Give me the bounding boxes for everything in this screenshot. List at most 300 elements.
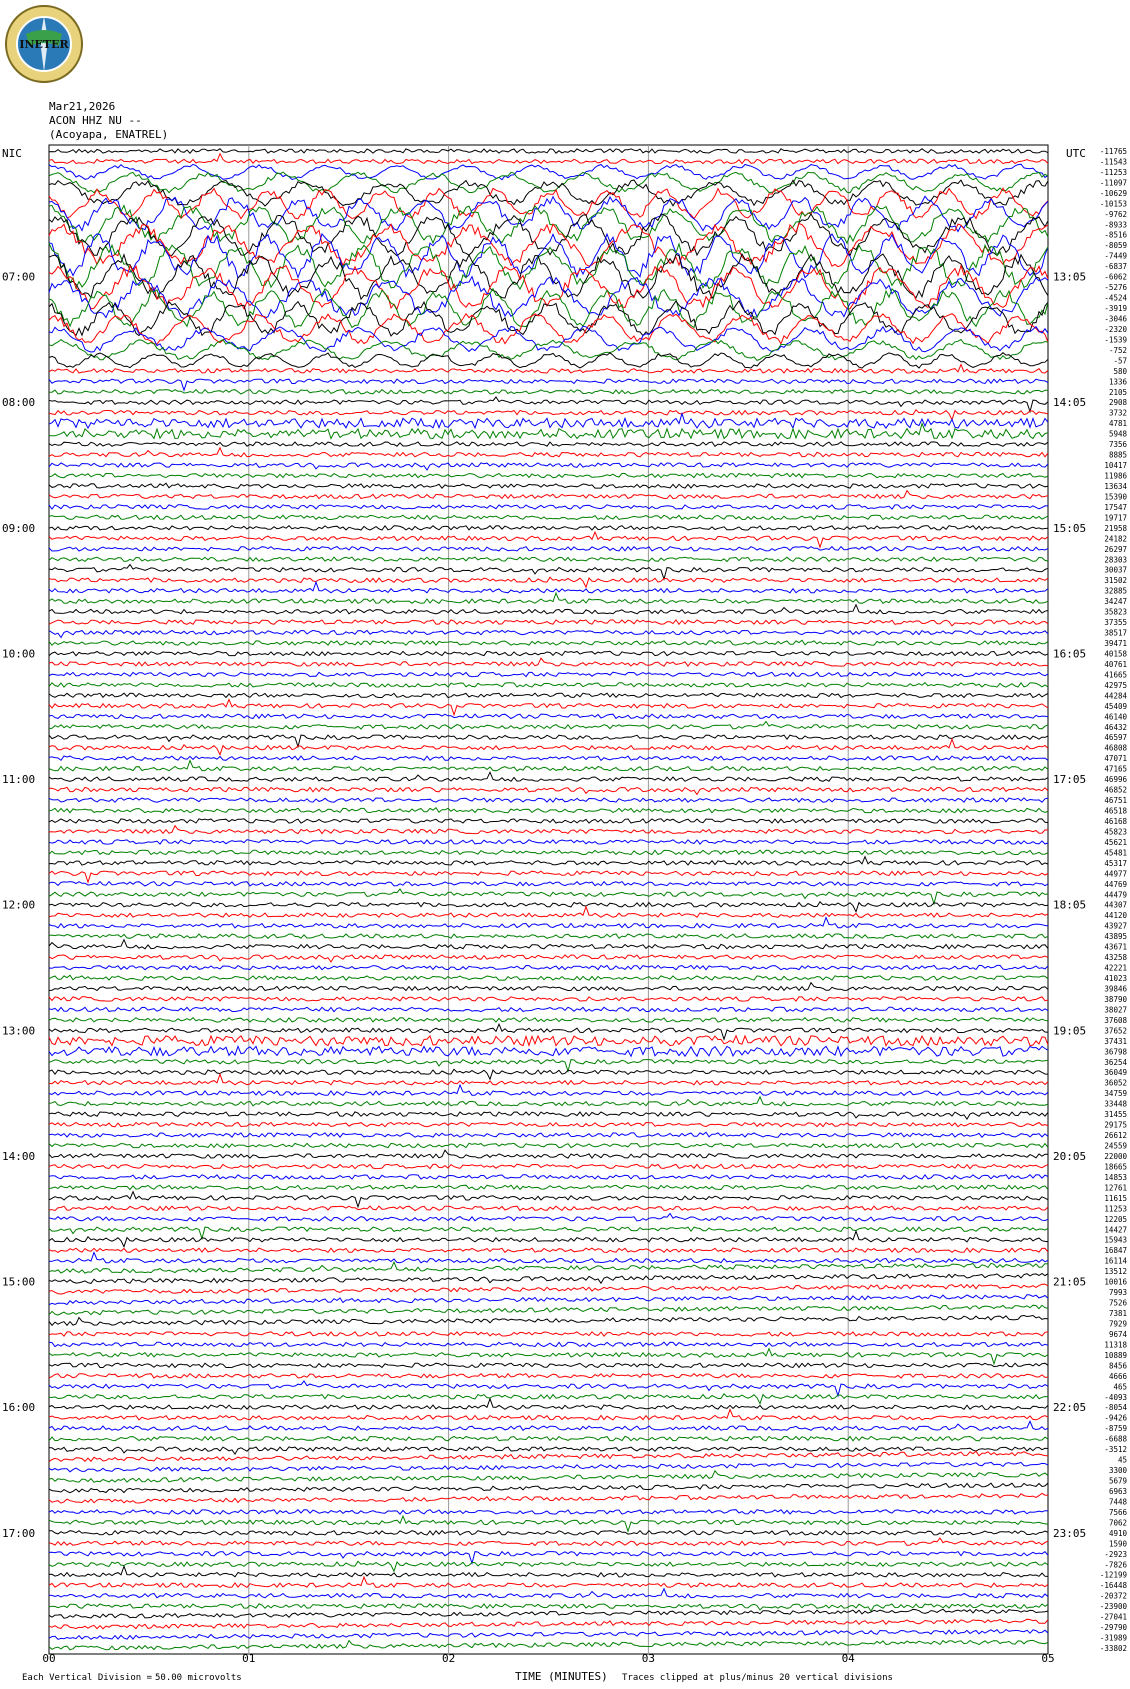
trace-offset-label: 44769	[1104, 879, 1127, 889]
trace-offset-label: 11253	[1104, 1204, 1127, 1214]
trace-offset-label: 46518	[1104, 806, 1127, 816]
trace-offset-label: -3512	[1104, 1445, 1127, 1455]
trace-offset-label: -10629	[1099, 188, 1127, 198]
seismic-trace	[49, 983, 1048, 991]
right-hour-label: 17:05	[1053, 773, 1087, 787]
trace-offset-label: 44120	[1104, 911, 1127, 921]
seismic-trace	[49, 1036, 1048, 1046]
seismic-trace	[49, 557, 1048, 561]
trace-offset-label: 11318	[1104, 1340, 1127, 1350]
trace-offset-label: 31502	[1104, 576, 1127, 586]
header-location: (Acoyapa, ENATREL)	[49, 128, 169, 141]
trace-offset-label: -8933	[1104, 220, 1127, 230]
trace-offset-label: -2923	[1104, 1549, 1127, 1559]
trace-offset-label: 15943	[1104, 1235, 1127, 1245]
trace-offset-label: 44977	[1104, 869, 1127, 879]
seismic-trace	[49, 424, 1048, 439]
trace-offset-label: 40158	[1104, 649, 1127, 659]
trace-offset-label: 1336	[1108, 377, 1127, 387]
trace-offset-label: 41665	[1104, 670, 1127, 680]
trace-offset-label: 11615	[1104, 1193, 1127, 1203]
seismic-trace	[49, 1363, 1048, 1367]
seismic-trace	[49, 965, 1048, 969]
trace-offset-label: 7381	[1108, 1309, 1127, 1319]
seismic-trace	[49, 149, 1048, 153]
right-hour-label: 15:05	[1053, 521, 1087, 535]
trace-offset-label: 16114	[1104, 1256, 1127, 1266]
left-hour-label: 15:00	[2, 1275, 36, 1289]
trace-offset-label: -11543	[1099, 157, 1127, 167]
seismic-trace	[49, 658, 1048, 666]
seismic-trace	[49, 577, 1048, 587]
trace-offset-label: 47071	[1104, 754, 1127, 764]
trace-offset-label: 4910	[1108, 1528, 1127, 1538]
trace-offset-label: 10016	[1104, 1277, 1127, 1287]
trace-offset-label: 5948	[1108, 429, 1127, 439]
trace-offset-label: -5276	[1104, 283, 1127, 293]
trace-offset-label: 9674	[1108, 1329, 1127, 1339]
seismic-trace	[49, 1462, 1048, 1472]
seismic-trace	[49, 243, 1048, 289]
seismic-trace	[49, 1122, 1048, 1126]
right-hour-label: 22:05	[1053, 1401, 1087, 1415]
trace-offset-label: 7062	[1108, 1518, 1127, 1528]
seismic-trace	[49, 1589, 1048, 1598]
seismic-trace	[49, 353, 1048, 368]
seismic-trace	[49, 975, 1048, 980]
seismic-trace	[49, 1018, 1048, 1022]
seismic-trace	[49, 188, 1048, 219]
seismic-trace	[49, 390, 1048, 394]
trace-offset-label: 40761	[1104, 659, 1127, 669]
seismic-trace	[49, 1577, 1048, 1587]
seismic-trace	[49, 1483, 1048, 1493]
trace-offset-label: -6062	[1104, 272, 1127, 282]
seismic-trace	[49, 1451, 1048, 1462]
x-tick-label: 05	[1041, 1652, 1055, 1665]
seismic-trace	[49, 340, 1048, 361]
trace-offset-label: 7356	[1108, 440, 1127, 450]
ineter-logo	[4, 4, 84, 84]
trace-offset-label: -2320	[1104, 324, 1127, 334]
seismic-trace	[49, 1150, 1048, 1158]
left-hour-label: 07:00	[2, 270, 36, 284]
seismic-trace	[49, 902, 1048, 912]
seismic-trace	[49, 1421, 1048, 1430]
seismic-trace	[49, 172, 1048, 193]
logo-text: INETER	[19, 38, 69, 51]
seismic-trace	[49, 196, 1048, 231]
trace-offset-label: 4781	[1108, 419, 1127, 429]
seismic-trace	[49, 1410, 1048, 1420]
trace-offset-label: 38517	[1104, 628, 1127, 638]
seismic-trace	[49, 1143, 1048, 1147]
trace-offset-label: -3919	[1104, 304, 1127, 314]
trace-offset-label: -9762	[1104, 209, 1127, 219]
trace-offset-label: 36254	[1104, 1057, 1127, 1067]
seismic-trace	[49, 463, 1048, 470]
trace-offset-label: 3732	[1108, 408, 1127, 418]
trace-offset-label: 32885	[1104, 586, 1127, 596]
trace-offset-label: -8059	[1104, 241, 1127, 251]
trace-offset-label: 46140	[1104, 712, 1127, 722]
trace-offset-label: 43927	[1104, 921, 1127, 931]
seismic-trace	[49, 787, 1048, 794]
seismic-trace	[49, 582, 1048, 593]
trace-offset-label: -4524	[1104, 293, 1127, 303]
seismic-trace	[49, 1007, 1048, 1011]
seismic-trace	[49, 1566, 1048, 1577]
trace-offset-label: 7526	[1108, 1298, 1127, 1308]
trace-offset-label: 11986	[1104, 471, 1127, 481]
right-hour-label: 14:05	[1053, 396, 1087, 410]
trace-offset-label: 24559	[1104, 1141, 1127, 1151]
trace-offset-label: -1539	[1104, 335, 1127, 345]
trace-offset-label: 30037	[1104, 565, 1127, 575]
seismic-trace	[49, 1374, 1048, 1378]
trace-offset-label: 46168	[1104, 816, 1127, 826]
trace-offset-label: -4093	[1104, 1392, 1127, 1402]
trace-offset-label: 39846	[1104, 984, 1127, 994]
seismic-trace	[49, 857, 1048, 865]
left-hour-label: 13:00	[2, 1024, 36, 1038]
seismic-trace	[49, 1436, 1048, 1440]
seismic-trace	[49, 761, 1048, 771]
seismic-trace	[49, 1132, 1048, 1137]
seismic-trace	[49, 1604, 1048, 1611]
seismic-trace	[49, 154, 1048, 164]
trace-offset-label: 14427	[1104, 1225, 1127, 1235]
trace-offset-label: 2105	[1108, 387, 1127, 397]
seismic-trace	[49, 882, 1048, 886]
seismic-trace	[49, 1305, 1048, 1315]
seismic-trace	[49, 798, 1048, 802]
seismic-trace	[49, 1231, 1048, 1247]
seismic-trace	[49, 772, 1048, 781]
seismic-trace	[49, 164, 1048, 180]
trace-offset-label: 16847	[1104, 1246, 1127, 1256]
seismic-trace	[49, 1112, 1048, 1119]
seismic-trace	[49, 808, 1048, 813]
trace-offset-label: 36798	[1104, 1047, 1127, 1057]
seismic-trace	[49, 1399, 1048, 1410]
trace-offset-label: -27041	[1099, 1612, 1127, 1622]
seismic-trace	[49, 1332, 1048, 1336]
trace-offset-label: -33802	[1099, 1644, 1127, 1653]
right-hour-label: 20:05	[1053, 1149, 1087, 1163]
seismic-trace	[49, 1097, 1048, 1106]
trace-offset-label: -10153	[1099, 199, 1127, 209]
seismic-trace	[49, 1274, 1048, 1284]
trace-offset-label: 45317	[1104, 858, 1127, 868]
trace-offset-label: 37652	[1104, 1026, 1127, 1036]
trace-offset-label: 31455	[1104, 1110, 1127, 1120]
trace-offset-label: 34247	[1104, 597, 1127, 607]
trace-offset-label: 26297	[1104, 544, 1127, 554]
seismic-trace	[49, 414, 1048, 429]
seismic-trace	[49, 1262, 1048, 1273]
trace-offset-label: 36052	[1104, 1078, 1127, 1088]
x-tick-label: 01	[242, 1652, 256, 1665]
seismic-trace	[49, 630, 1048, 637]
seismic-trace	[49, 1248, 1048, 1252]
trace-offset-label: -57	[1113, 356, 1127, 366]
left-hour-label: 16:00	[2, 1401, 36, 1415]
seismic-trace	[49, 739, 1048, 755]
seismic-trace	[49, 505, 1048, 509]
trace-offset-label: 38790	[1104, 994, 1127, 1004]
seismic-trace	[49, 397, 1048, 412]
seismic-trace	[49, 1074, 1048, 1085]
trace-offset-label: 42221	[1104, 963, 1127, 973]
trace-offset-label: -20372	[1099, 1591, 1127, 1601]
right-hour-label: 18:05	[1053, 898, 1087, 912]
trace-offset-label: 18665	[1104, 1162, 1127, 1172]
trace-offset-label: -16448	[1099, 1581, 1127, 1591]
trace-offset-label: 45481	[1104, 848, 1127, 858]
seismic-trace	[49, 722, 1048, 730]
trace-offset-label: -31989	[1099, 1633, 1127, 1643]
seismic-trace	[49, 532, 1048, 547]
seismic-trace	[49, 693, 1048, 697]
trace-offset-label: -7449	[1104, 251, 1127, 261]
trace-offset-label: 17547	[1104, 502, 1127, 512]
seismic-trace	[49, 483, 1048, 488]
seismic-trace	[49, 1192, 1048, 1207]
trace-offset-label: 46751	[1104, 796, 1127, 806]
trace-offset-label: 8456	[1108, 1361, 1127, 1371]
seismic-trace	[49, 1493, 1048, 1503]
seismic-trace	[49, 442, 1048, 446]
seismic-trace	[49, 1085, 1048, 1095]
trace-offset-label: 46996	[1104, 775, 1127, 785]
trace-offset-label: 37431	[1104, 1036, 1127, 1046]
seismic-trace	[49, 1214, 1048, 1222]
trace-offset-label: -11097	[1099, 178, 1127, 188]
x-axis-title: TIME (MINUTES)	[515, 1670, 608, 1683]
trace-offset-label: -3046	[1104, 314, 1127, 324]
trace-offset-label: -8054	[1104, 1403, 1127, 1413]
left-hour-label: 08:00	[2, 396, 36, 410]
trace-offset-label: 38027	[1104, 1005, 1127, 1015]
trace-offset-label: 41023	[1104, 974, 1127, 984]
trace-offset-label: 1590	[1108, 1539, 1127, 1549]
seismic-trace	[49, 1046, 1048, 1056]
trace-offset-label: 7993	[1108, 1288, 1127, 1298]
trace-offset-label: 7448	[1108, 1497, 1127, 1507]
trace-offset-label: -6837	[1104, 262, 1127, 272]
trace-offset-label: 46597	[1104, 733, 1127, 743]
trace-offset-label: 6963	[1108, 1486, 1127, 1496]
seismic-trace	[49, 515, 1048, 519]
trace-offset-label: 47165	[1104, 764, 1127, 774]
seismic-trace	[49, 448, 1048, 457]
trace-offset-label: -6688	[1104, 1434, 1127, 1444]
left-hour-label: 12:00	[2, 898, 36, 912]
seismic-trace	[49, 277, 1048, 319]
seismic-trace	[49, 640, 1048, 645]
seismic-trace	[49, 1342, 1048, 1346]
trace-offset-label: 43895	[1104, 932, 1127, 942]
trace-offset-label: 39471	[1104, 639, 1127, 649]
seismic-trace	[49, 1538, 1048, 1545]
left-hour-label: 10:00	[2, 647, 36, 661]
scale-value: 50.00 microvolts	[155, 1673, 242, 1683]
seismic-trace	[49, 526, 1048, 530]
seismic-trace	[49, 907, 1048, 918]
trace-offset-label: 7929	[1108, 1319, 1127, 1329]
right-hour-label: 23:05	[1053, 1526, 1087, 1540]
seismic-trace	[49, 1253, 1048, 1263]
seismic-trace	[49, 1381, 1048, 1396]
seismic-trace	[49, 1630, 1048, 1640]
trace-offset-label: 5679	[1108, 1476, 1127, 1486]
trace-offset-label: 34759	[1104, 1089, 1127, 1099]
trace-offset-label: 10889	[1104, 1350, 1127, 1360]
trace-offset-label: 19717	[1104, 513, 1127, 523]
trace-offset-label: -23900	[1099, 1602, 1127, 1612]
seismic-trace	[49, 819, 1048, 823]
trace-offset-label: 10417	[1104, 461, 1127, 471]
seismic-trace	[49, 1060, 1048, 1072]
seismic-trace	[49, 1447, 1048, 1454]
seismic-trace	[49, 1516, 1048, 1531]
trace-offset-label: 22000	[1104, 1151, 1127, 1161]
seismic-trace	[49, 206, 1048, 244]
trace-offset-label: 35823	[1104, 607, 1127, 617]
seismic-trace	[49, 1531, 1048, 1535]
right-hour-label: 16:05	[1053, 647, 1087, 661]
header-date: Mar21,2026	[49, 100, 116, 113]
trace-offset-label: 44284	[1104, 691, 1127, 701]
seismic-trace	[49, 826, 1048, 834]
scale-label: Each Vertical Division =	[22, 1673, 153, 1683]
trace-offset-label: 46432	[1104, 722, 1127, 732]
seismic-trace	[49, 700, 1048, 715]
seismic-trace	[49, 1349, 1048, 1364]
seismic-trace	[49, 672, 1048, 676]
left-timezone-label: NIC	[2, 147, 22, 160]
trace-offset-label: -29790	[1099, 1623, 1127, 1633]
seismic-trace	[49, 605, 1048, 614]
trace-offset-label: 7566	[1108, 1507, 1127, 1517]
seismic-trace	[49, 997, 1048, 1001]
seismic-trace	[49, 940, 1048, 949]
trace-offset-label: 46808	[1104, 743, 1127, 753]
trace-offset-label: 12205	[1104, 1214, 1127, 1224]
seismic-trace	[49, 1069, 1048, 1079]
left-hour-label: 14:00	[2, 1149, 36, 1163]
seismic-trace	[49, 889, 1048, 904]
trace-offset-label: 8885	[1108, 450, 1127, 460]
seismic-trace	[49, 1640, 1048, 1649]
trace-offset-label: 26612	[1104, 1131, 1127, 1141]
seismic-trace	[49, 714, 1048, 718]
seismic-trace	[49, 756, 1048, 760]
seismic-trace	[49, 1024, 1048, 1039]
seismic-trace	[49, 593, 1048, 603]
seismic-trace	[49, 1175, 1048, 1179]
seismic-trace	[49, 365, 1048, 373]
trace-offset-label: 37355	[1104, 618, 1127, 628]
seismic-trace	[49, 1510, 1048, 1514]
trace-offset-label: 14853	[1104, 1172, 1127, 1182]
trace-offset-label: -8516	[1104, 230, 1127, 240]
trace-offset-label: 44307	[1104, 900, 1127, 910]
trace-offset-label: 2908	[1108, 398, 1127, 408]
x-tick-label: 03	[641, 1652, 656, 1665]
trace-offset-label: 12761	[1104, 1183, 1127, 1193]
trace-offset-label: 4666	[1108, 1371, 1127, 1381]
seismic-trace	[49, 735, 1048, 747]
trace-offset-label: 21958	[1104, 523, 1127, 533]
seismic-trace	[49, 620, 1048, 626]
trace-offset-label: 3300	[1108, 1466, 1127, 1476]
trace-offset-label: 45409	[1104, 701, 1127, 711]
seismic-trace	[49, 683, 1048, 687]
trace-offset-label: 45	[1117, 1455, 1127, 1465]
seismic-trace	[49, 1295, 1048, 1305]
right-hour-label: 19:05	[1053, 1024, 1087, 1038]
trace-offset-label: 36049	[1104, 1068, 1127, 1078]
seismic-trace	[49, 473, 1048, 477]
header-station: ACON HHZ NU --	[49, 114, 142, 127]
seismic-trace	[49, 934, 1048, 938]
left-hour-label: 17:00	[2, 1526, 36, 1540]
seismic-trace	[49, 1227, 1048, 1239]
trace-offset-label: -9426	[1104, 1413, 1127, 1423]
seismic-trace	[49, 1609, 1048, 1618]
right-hour-label: 13:05	[1053, 270, 1087, 284]
left-hour-label: 09:00	[2, 521, 36, 535]
right-timezone-label: UTC	[1066, 147, 1086, 160]
trace-offset-label: 28303	[1104, 555, 1127, 565]
trace-offset-label: 465	[1113, 1382, 1127, 1392]
trace-offset-label: 42975	[1104, 680, 1127, 690]
seismic-trace	[49, 1206, 1048, 1210]
seismic-trace	[49, 491, 1048, 499]
seismic-trace	[49, 1164, 1048, 1168]
trace-offset-label: -11765	[1099, 147, 1127, 156]
x-tick-label: 00	[42, 1652, 56, 1665]
x-tick-label: 02	[441, 1652, 456, 1665]
right-hour-label: 21:05	[1053, 1275, 1087, 1289]
seismic-trace	[49, 840, 1048, 844]
trace-offset-label: 13512	[1104, 1267, 1127, 1277]
trace-offset-label: 33448	[1104, 1099, 1127, 1109]
seismic-trace	[49, 1561, 1048, 1571]
trace-offset-label: 45621	[1104, 837, 1127, 847]
trace-offset-label: 45823	[1104, 827, 1127, 837]
seismic-trace	[49, 955, 1048, 962]
seismic-trace	[49, 1284, 1048, 1294]
trace-offset-label: -752	[1108, 345, 1127, 355]
seismic-trace	[49, 1316, 1048, 1326]
trace-offset-label: -7826	[1104, 1560, 1127, 1570]
seismic-trace	[49, 1185, 1048, 1189]
seismic-trace	[49, 1619, 1048, 1629]
seismic-trace	[49, 410, 1048, 420]
seismic-trace	[49, 651, 1048, 655]
trace-offset-label: 24182	[1104, 534, 1127, 544]
seismic-trace	[49, 379, 1048, 390]
trace-offset-label: 13634	[1104, 481, 1127, 491]
trace-offset-label: 43258	[1104, 953, 1127, 963]
trace-offset-label: -11253	[1099, 167, 1127, 177]
seismic-trace	[49, 1471, 1048, 1483]
clip-note: Traces clipped at plus/minus 20 vertical divisions	[622, 1673, 893, 1683]
trace-offset-label: 44479	[1104, 890, 1127, 900]
